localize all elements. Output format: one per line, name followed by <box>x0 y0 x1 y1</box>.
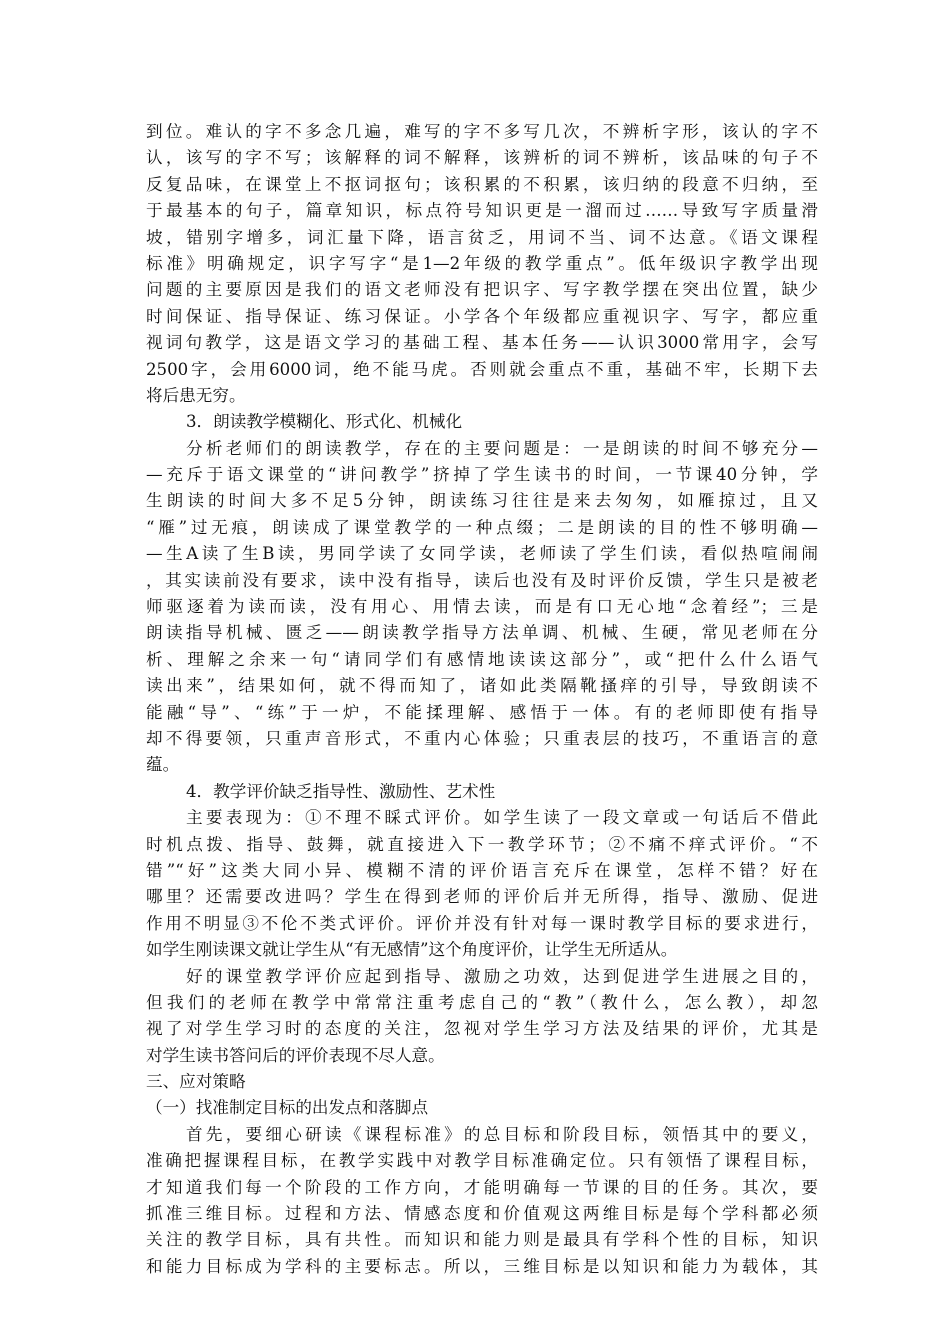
text-line: 析、理解之余来一句“请同学们有感情地读读这部分”，或“把什么什么语气 <box>146 649 818 669</box>
text-line: 到位。难认的字不多念几遍，难写的字不多写几次，不辨析字形，该认的字不 <box>146 122 818 141</box>
text-line: 错”“好”这类大同小异、模糊不清的评价语言充斥在课堂，怎样不错？好在 <box>146 860 818 880</box>
text-line: 时机点拨、指导、鼓舞，就直接进入下一教学环节；②不痛不痒式评价。“不 <box>146 834 818 854</box>
section-heading: 3．朗读教学模糊化、形式化、机械化 <box>186 412 463 432</box>
text-line: 于最基本的句子，篇章知识，标点符号知识更是一溜而过……导致写字质量滑 <box>146 201 818 221</box>
subsection-title: （一）找准制定目标的出发点和落脚点 <box>146 1098 429 1118</box>
text-line: 但我们的老师在教学中常常注重考虑自己的“教”（教什么，怎么教），却忽 <box>146 992 818 1012</box>
text-line: —生A读了生B读，男同学读了女同学读，老师读了学生们读，看似热喧闹闹 <box>146 544 818 564</box>
paragraph-start: 分析老师们的朗读教学，存在的主要问题是：一是朗读的时间不够充分— <box>186 438 818 458</box>
text-line: 将后患无穷。 <box>146 385 246 405</box>
text-line: 师驱逐着为读而读，没有用心、用情去读，而是有口无心地“念着经”；三是 <box>146 597 818 617</box>
text-line: 准确把握课程目标，在教学实践中对教学目标准确定位。只有领悟了课程目标， <box>146 1151 818 1171</box>
paragraph-start: 首先，要细心研读《课程标准》的总目标和阶段目标，领悟其中的要义， <box>186 1124 818 1144</box>
text-line: 2500字，会用6000词，绝不能马虎。否则就会重点不重，基础不牢，长期下去 <box>146 359 818 379</box>
text-line: 坡，错别字增多，词汇量下降，语言贫乏，用词不当、词不达意。《语文课程 <box>146 227 818 247</box>
text-line: 如学生刚读课文就让学生从“有无感情”这个角度评价，让学生无所适从。 <box>146 940 678 960</box>
text-line: 生朗读的时间大多不足5分钟，朗读练习往往是来去匆匆，如雁掠过，且又 <box>146 491 818 511</box>
text-line: 抓准三维目标。过程和方法、情感态度和价值观这两维目标是每个学科都必须 <box>146 1204 818 1224</box>
text-line: 能融“导”、“练”于一炉，不能揉理解、感悟于一体。有的老师即使有指导 <box>146 702 818 722</box>
text-line: 和能力目标成为学科的主要标志。所以，三维目标是以知识和能力为载体，其 <box>146 1256 818 1276</box>
text-line: 朗读指导机械、匮乏——朗读教学指导方法单调、机械、生硬，常见老师在分 <box>146 623 818 643</box>
text-line: 反复品味，在课堂上不抠词抠句；该积累的不积累，该归纳的段意不归纳，至 <box>146 174 818 194</box>
text-line: 哪里？还需要改进吗？学生在得到老师的评价后并无所得，指导、激励、促进 <box>146 887 818 907</box>
text-line: 读出来”，结果如何，就不得而知了，诸如此类隔靴搔痒的引导，导致朗读不 <box>146 676 818 696</box>
text-line: “雁”过无痕，朗读成了课堂教学的一种点缀；二是朗读的目的性不够明确— <box>146 517 818 537</box>
paragraph-start: 主要表现为：①不理不睬式评价。如学生读了一段文章或一句话后不借此 <box>186 808 818 828</box>
text-line: 蕴。 <box>146 755 180 775</box>
text-line: 关注的教学目标，具有共性。而知识和能力则是最具有学科个性的目标，知识 <box>146 1230 818 1250</box>
text-line: 视了对学生学习时的态度的关注，忽视对学生学习方法及结果的评价，尤其是 <box>146 1019 818 1039</box>
paragraph-start: 好的课堂教学评价应起到指导、激励之功效，达到促进学生进展之目的， <box>186 966 818 986</box>
text-line: —充斥于语文课堂的“讲问教学”挤掉了学生读书的时间，一节课40分钟，学 <box>146 465 818 485</box>
text-line: 问题的主要原因是我们的语文老师没有把识字、写字教学摆在突出位置，缺少 <box>146 280 818 300</box>
document-body <box>146 119 818 1280</box>
text-line: 才知道我们每一个阶段的工作方向，才能明确每一节课的目的任务。其次，要 <box>146 1177 818 1197</box>
text-line: 却不得要领，只重声音形式，不重内心体验；只重表层的技巧，不重语言的意 <box>146 728 818 748</box>
text-line: 作用不明显③不伦不类式评价。评价并没有针对每一课时教学目标的要求进行， <box>146 913 818 933</box>
section-heading: 4．教学评价缺乏指导性、激励性、艺术性 <box>186 781 496 801</box>
section-title: 三、应对策略 <box>146 1072 246 1092</box>
text-line: 视词句教学，这是语文学习的基础工程、基本任务——认识3000常用字，会写 <box>146 333 818 353</box>
text-line: ，其实读前没有要求，读中没有指导，读后也没有及时评价反馈，学生只是被老 <box>146 570 818 590</box>
text-line: 对学生读书答问后的评价表现不尽人意。 <box>146 1045 445 1065</box>
text-line: 时间保证、指导保证、练习保证。小学各个年级都应重视识字、写字，都应重 <box>146 306 818 326</box>
text-line: 标准》明确规定，识字写字“是1—2年级的教学重点”。低年级识字教学出现 <box>146 253 818 273</box>
text-line: 认，该写的字不写；该解释的词不解释，该辨析的词不辨析，该品味的句子不 <box>146 148 818 168</box>
